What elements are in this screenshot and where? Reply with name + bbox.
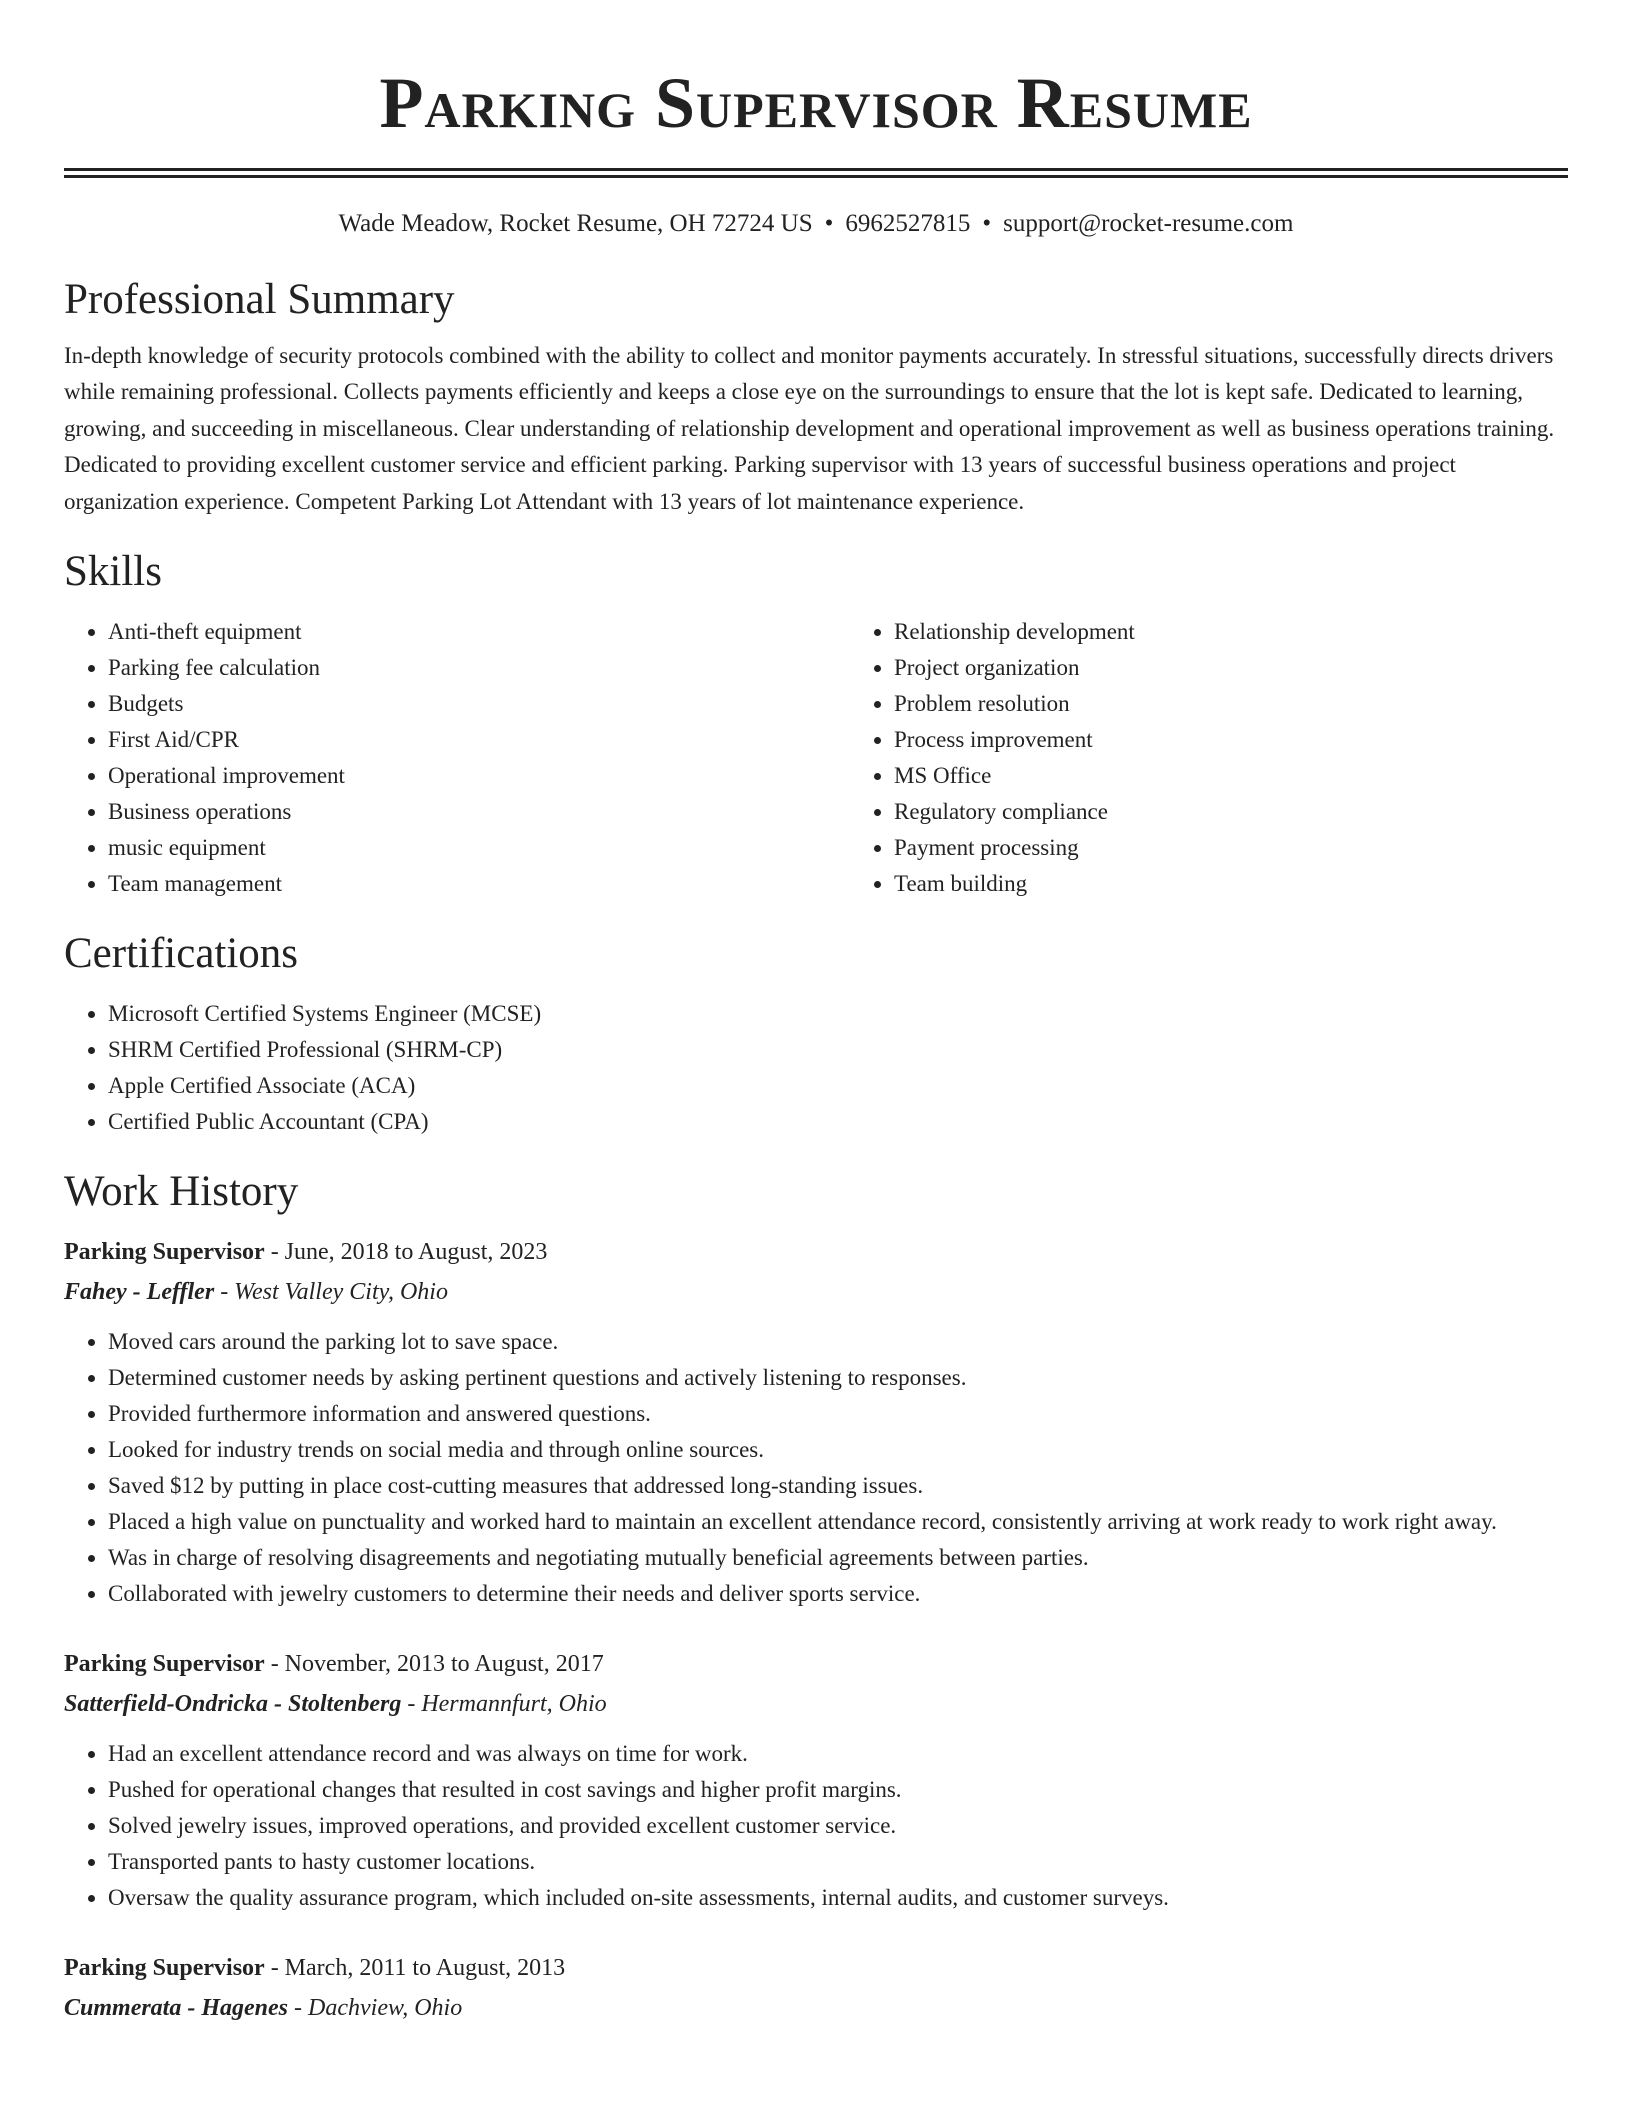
job-duty: • Collaborated with jewelry customers to determine their needs and deliver sports service.: [108, 1576, 1568, 1612]
certification-item: • SHRM Certified Professional (SHRM-CP): [108, 1032, 1568, 1068]
certifications-heading: Certifications: [64, 930, 299, 978]
job-title: Parking Supervisor: [64, 1955, 265, 1982]
job-employer: [64, 1272, 1568, 1312]
skills-grid: [64, 614, 1568, 902]
job-duties-list: [64, 1324, 1568, 1612]
skill-item: • First Aid/CPR: [108, 722, 850, 758]
title-double-rule: [64, 168, 1568, 178]
job-duty: • Determined customer needs by asking pertinent questions and actively listening to responses.: [108, 1360, 1568, 1396]
job-employer: [64, 1684, 1568, 1724]
job-dates: - June, 2018 to August, 2023: [264, 1239, 548, 1266]
job-entry: [64, 1644, 1568, 1916]
job-header: [64, 1948, 1568, 1988]
certification-item: • Certified Public Accountant (CPA): [108, 1104, 1568, 1140]
job-dates: - March, 2011 to August, 2013: [264, 1955, 566, 1982]
summary-heading: Professional Summary: [64, 276, 455, 323]
certification-item: • Microsoft Certified Systems Engineer (MCSE): [108, 996, 1568, 1032]
job-duty: • Saved $12 by putting in place cost-cutting measures that addressed long-standing issues.: [108, 1468, 1568, 1504]
contact-phone: 6962527815: [845, 210, 971, 237]
skills-list-right: [850, 614, 1632, 902]
job-duty: • Looked for industry trends on social media and through online sources.: [108, 1432, 1568, 1468]
skill-item: • Regulatory compliance: [894, 794, 1632, 830]
skill-item: • Problem resolution: [894, 686, 1632, 722]
job-duty: • Solved jewelry issues, improved operations, and provided excellent customer service.: [108, 1808, 1568, 1844]
certifications-list: [64, 996, 1568, 1140]
skill-item: • Parking fee calculation: [108, 650, 850, 686]
skill-item: • Team management: [108, 866, 850, 902]
skills-heading: Skills: [64, 548, 162, 596]
job-location: - Hermannfurt, Ohio: [401, 1691, 607, 1718]
summary-text: In-depth knowledge of security protocols combined with the ability to collect and monitor payments accurately. In stressful situations, successfully directs drivers while remaining professional. Collects payments efficiently and keeps a close eye on the surroundings to ensure that the lot is kept safe. Dedicated to learning, growing, and succeeding in miscellaneous. Clear understanding of relationship development and operational improvement as well as business operations training. Dedicated to providing excellent customer service and efficient parking. Parking supervisor with 13 years of successful business operations and project organization experience. Competent Parking Lot Attendant with 13 years of lot maintenance experience.: [64, 343, 1555, 514]
job-duty: • Pushed for operational changes that resulted in cost savings and higher profit margins.: [108, 1772, 1568, 1808]
skill-item: • MS Office: [894, 758, 1632, 794]
job-duty: • Provided furthermore information and answered questions.: [108, 1396, 1568, 1432]
skill-item: • Operational improvement: [108, 758, 850, 794]
job-location: - Dachview, Ohio: [288, 1995, 463, 2022]
skill-item: • Team building: [894, 866, 1632, 902]
job-dates: - November, 2013 to August, 2017: [264, 1651, 604, 1678]
skill-item: • Anti-theft equipment: [108, 614, 850, 650]
job-employer: [64, 1988, 1568, 2028]
job-duty: • Transported pants to hasty customer locations.: [108, 1844, 1568, 1880]
skill-item: • music equipment: [108, 830, 850, 866]
contact-email: support@rocket-resume.com: [1003, 210, 1294, 237]
job-company: Cummerata - Hagenes: [64, 1995, 289, 2022]
job-duty: • Placed a high value on punctuality and worked hard to maintain an excellent attendance record, consistently arriving at work ready to work right away.: [108, 1504, 1568, 1540]
contact-address: Wade Meadow, Rocket Resume, OH 72724 US: [338, 210, 813, 237]
skill-item: • Project organization: [894, 650, 1632, 686]
job-duty: • Moved cars around the parking lot to save space.: [108, 1324, 1568, 1360]
skill-item: • Business operations: [108, 794, 850, 830]
job-company: Satterfield-Ondricka - Stoltenberg: [64, 1691, 402, 1718]
job-header: [64, 1232, 1568, 1272]
skill-item: • Process improvement: [894, 722, 1632, 758]
job-company: Fahey - Leffler: [64, 1279, 215, 1306]
certification-item: • Apple Certified Associate (ACA): [108, 1068, 1568, 1104]
job-duties-list: [64, 1736, 1568, 1916]
skill-item: • Relationship development: [894, 614, 1632, 650]
work-history-heading: Work History: [64, 1168, 299, 1216]
contact-separator: •: [824, 210, 834, 237]
skills-list-left: [64, 614, 850, 902]
skill-item: • Payment processing: [894, 830, 1632, 866]
resume-title: Parking Supervisor Resume: [379, 63, 1253, 143]
contact-line: [64, 208, 1568, 240]
job-location: - West Valley City, Ohio: [214, 1279, 448, 1306]
job-duty: • Was in charge of resolving disagreements and negotiating mutually beneficial agreements between parties.: [108, 1540, 1568, 1576]
job-header: [64, 1644, 1568, 1684]
job-title: Parking Supervisor: [64, 1651, 265, 1678]
job-title: Parking Supervisor: [64, 1239, 265, 1266]
job-entry: [64, 1232, 1568, 1612]
contact-separator: •: [982, 210, 992, 237]
job-entry: [64, 1948, 1568, 2028]
job-duty: • Had an excellent attendance record and was always on time for work.: [108, 1736, 1568, 1772]
skill-item: • Budgets: [108, 686, 850, 722]
job-duty: • Oversaw the quality assurance program, which included on-site assessments, internal audits, and customer surveys.: [108, 1880, 1568, 1916]
